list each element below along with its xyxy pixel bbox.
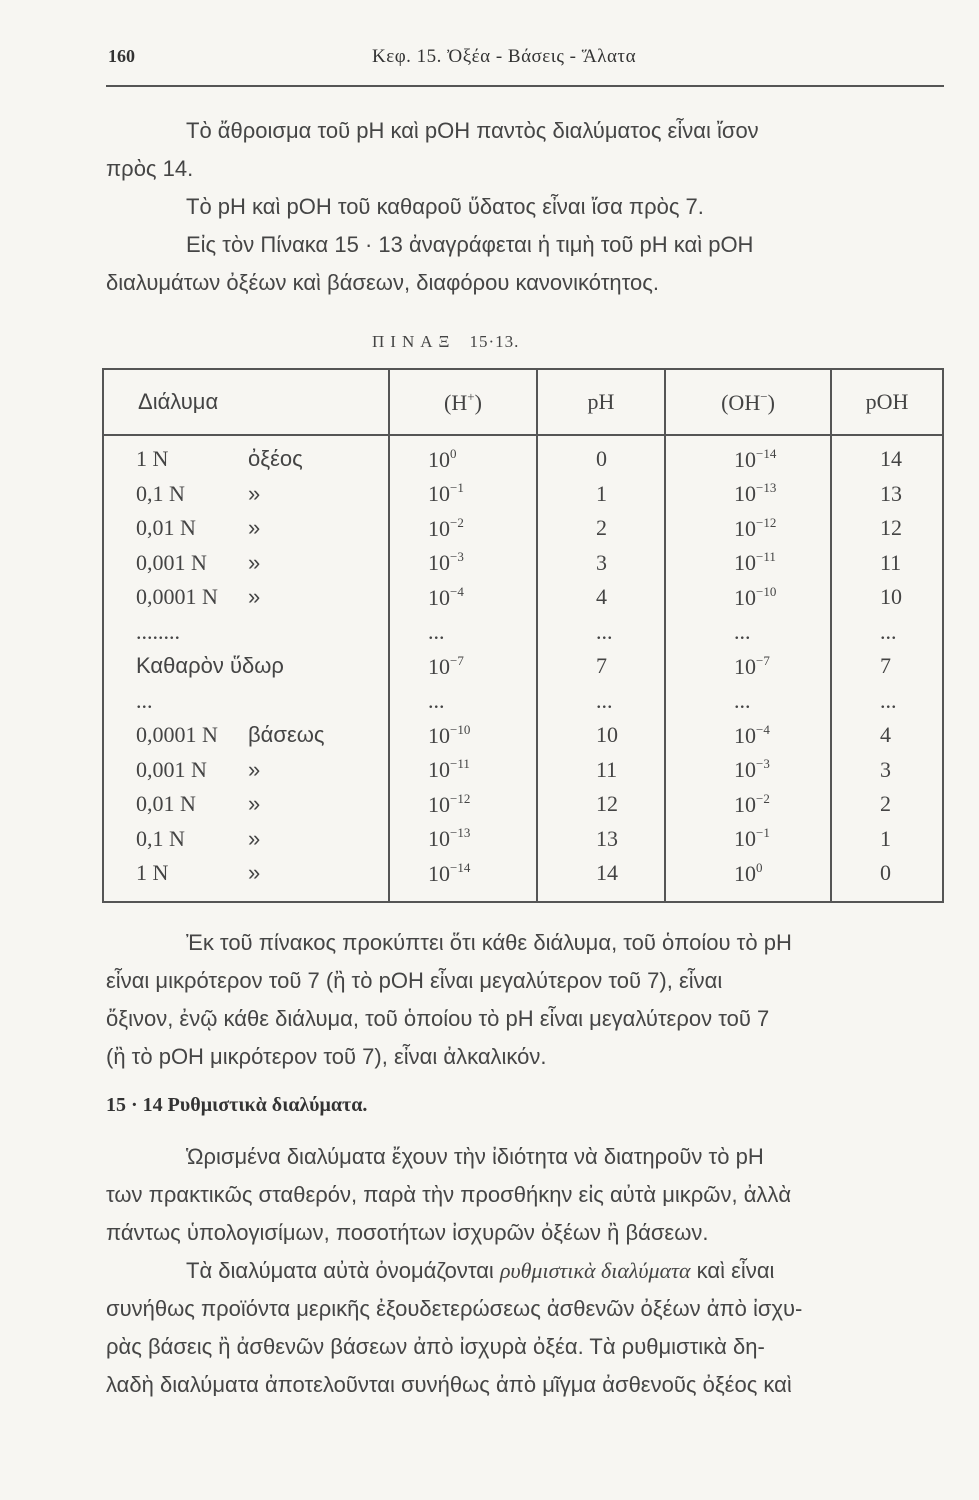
table-row [103, 822, 943, 857]
table-row [103, 684, 943, 719]
buffers-line: καὶ εἶναι [696, 1258, 775, 1283]
cell-h-ion: $10^{-10}$ [389, 718, 537, 753]
cell-solution [103, 477, 389, 512]
cell-ph: 0 [537, 435, 665, 477]
cell-poh: 10 [831, 580, 943, 615]
solution-kind: » [248, 515, 261, 541]
intro-line: Τὸ ἄθροισμα τοῦ pH καὶ pOH παντὸς διαλύματος εἶναι ἴσον [186, 118, 759, 143]
table-row [103, 435, 943, 477]
solution-concentration: Καθαρὸν ὕδωρ [136, 653, 284, 679]
cell-solution [103, 580, 389, 615]
cell-solution [103, 822, 389, 857]
cell-oh-ion: $10^{-1}$ [665, 822, 831, 857]
intro-line: διαλυμάτων ὀξέων καὶ βάσεων, διαφόρου κανονικότητος. [106, 270, 659, 295]
buffers-line: λαδὴ διαλύματα ἀποτελοῦνται συνήθως ἀπὸ μῖγμα ἀσθενοῦς ὀξέος καὶ [106, 1372, 792, 1397]
cell-solution [103, 787, 389, 822]
cell-solution [103, 511, 389, 546]
solution-concentration: ........ [136, 618, 180, 644]
table-title [372, 332, 519, 352]
table-title-word: ΠΙΝΑΞ [372, 332, 456, 351]
solution-kind: » [248, 791, 261, 817]
table-row [103, 718, 943, 753]
cell-ph: 4 [537, 580, 665, 615]
table-row [103, 615, 943, 650]
cell-ph: 1 [537, 477, 665, 512]
cell-solution [103, 615, 389, 650]
buffers-line: Τὰ διαλύματα αὐτὰ ὀνομάζονται [186, 1258, 494, 1283]
table-row [103, 477, 943, 512]
cell-poh: 13 [831, 477, 943, 512]
intro-line: Τὸ pH καὶ pOH τοῦ καθαροῦ ὕδατος εἶναι ἴσα πρὸς 7. [186, 194, 704, 219]
intro-paragraph [106, 112, 944, 302]
header-solution: Διάλυμα [103, 369, 389, 435]
cell-h-ion: $10^0$ [389, 435, 537, 477]
cell-oh-ion: $10^{-3}$ [665, 753, 831, 788]
cell-poh: 4 [831, 718, 943, 753]
running-head: Κεφ. 15. Ὀξέα - Βάσεις - Ἅλατα [372, 46, 637, 67]
cell-ph: ... [537, 684, 665, 719]
cell-h-ion: ... [389, 684, 537, 719]
cell-solution [103, 546, 389, 581]
header-h-ion: (H+) [389, 369, 537, 435]
cell-ph: 2 [537, 511, 665, 546]
table-number: 15·13. [469, 332, 520, 351]
cell-oh-ion: $10^{-4}$ [665, 718, 831, 753]
cell-ph: 12 [537, 787, 665, 822]
intro-line: πρὸς 14. [106, 156, 194, 181]
cell-poh: ... [831, 684, 943, 719]
solution-kind: βάσεως [248, 722, 325, 748]
solution-kind: » [248, 756, 261, 782]
table-body [103, 435, 943, 902]
cell-poh: 3 [831, 753, 943, 788]
solution-kind: » [248, 549, 261, 575]
cell-oh-ion: $10^{-7}$ [665, 649, 831, 684]
cell-poh: ... [831, 615, 943, 650]
solution-concentration: 0,1 N [136, 480, 185, 506]
solution-kind: » [248, 584, 261, 610]
cell-oh-ion: ... [665, 615, 831, 650]
solution-concentration: 0,001 N [136, 756, 207, 782]
solution-kind: » [248, 480, 261, 506]
header-rule [106, 85, 944, 87]
cell-oh-ion: $10^{-13}$ [665, 477, 831, 512]
buffers-line: πάντως ὑπολογισίμων, ποσοτήτων ἰσχυρῶν ὀξέων ἢ βάσεων. [106, 1220, 709, 1245]
cell-h-ion: $10^{-11}$ [389, 753, 537, 788]
cell-oh-ion: $10^{-10}$ [665, 580, 831, 615]
cell-oh-ion: $10^0$ [665, 856, 831, 902]
buffers-term: ρυθμιστικὰ διαλύματα [499, 1258, 691, 1283]
buffers-line: συνήθως προϊόντα μερικῆς ἐξουδετερώσεως ἀσθενῶν ὀξέων ἀπὸ ἰσχυ- [106, 1296, 803, 1321]
cell-ph: 7 [537, 649, 665, 684]
solution-kind: » [248, 860, 261, 886]
cell-oh-ion: $10^{-14}$ [665, 435, 831, 477]
conclusion-line: ὄξινον, ἐνῷ κάθε διάλυμα, τοῦ ὁποίου τὸ pH εἶναι μεγαλύτερον τοῦ 7 [106, 1006, 770, 1031]
table-row [103, 787, 943, 822]
buffers-line: των πρακτικῶς σταθερόν, παρὰ τὴν προσθήκην εἰς αὐτὰ μικρῶν, ἀλλὰ [106, 1182, 792, 1207]
cell-poh: 11 [831, 546, 943, 581]
buffers-line: ρὰς βάσεις ἢ ἀσθενῶν βάσεων ἀπὸ ἰσχυρὰ ὀξέα. Τὰ ρυθμιστικὰ δη- [106, 1334, 765, 1359]
cell-poh: 2 [831, 787, 943, 822]
cell-poh: 7 [831, 649, 943, 684]
cell-h-ion: $10^{-12}$ [389, 787, 537, 822]
table-row [103, 753, 943, 788]
cell-h-ion: $10^{-4}$ [389, 580, 537, 615]
cell-solution [103, 753, 389, 788]
cell-oh-ion: $10^{-2}$ [665, 787, 831, 822]
conclusion-line: εἶναι μικρότερον τοῦ 7 (ἢ τὸ pOH εἶναι μεγαλύτερον τοῦ 7), εἶναι [106, 968, 723, 993]
cell-solution [103, 856, 389, 902]
cell-ph: 14 [537, 856, 665, 902]
cell-ph: 11 [537, 753, 665, 788]
solution-concentration: 0,01 N [136, 515, 196, 541]
cell-h-ion: $10^{-2}$ [389, 511, 537, 546]
cell-poh: 14 [831, 435, 943, 477]
cell-poh: 1 [831, 822, 943, 857]
buffers-paragraph [106, 1138, 944, 1404]
cell-h-ion: $10^{-14}$ [389, 856, 537, 902]
solution-concentration: 1 N [136, 446, 169, 472]
solution-concentration: 0,001 N [136, 549, 207, 575]
solution-concentration: ... [136, 687, 153, 713]
conclusion-line: Ἐκ τοῦ πίνακος προκύπτει ὅτι κάθε διάλυμα, τοῦ ὁποίου τὸ pH [186, 930, 792, 955]
table-row [103, 649, 943, 684]
cell-ph: ... [537, 615, 665, 650]
intro-line: Εἰς τὸν Πίνακα 15 · 13 ἀναγράφεται ἡ τιμὴ τοῦ pH καὶ pOH [186, 232, 754, 257]
buffers-line: Ὡρισμένα διαλύματα ἔχουν τὴν ἰδιότητα νὰ διατηροῦν τὸ pH [186, 1144, 764, 1169]
conclusion-paragraph [106, 924, 944, 1076]
header-poh: pOH [831, 369, 943, 435]
cell-solution [103, 684, 389, 719]
solution-concentration: 0,01 N [136, 791, 196, 817]
cell-h-ion: $10^{-7}$ [389, 649, 537, 684]
table-row [103, 546, 943, 581]
solution-kind: ὀξέος [248, 446, 303, 472]
section-title: 15 · 14 Ρυθμιστικὰ διαλύματα. [106, 1094, 368, 1116]
cell-h-ion: ... [389, 615, 537, 650]
cell-oh-ion: $10^{-12}$ [665, 511, 831, 546]
cell-oh-ion: $10^{-11}$ [665, 546, 831, 581]
cell-h-ion: $10^{-13}$ [389, 822, 537, 857]
solution-kind: » [248, 825, 261, 851]
conclusion-line: (ἢ τὸ pOH μικρότερον τοῦ 7), εἶναι ἀλκαλικόν. [106, 1044, 547, 1069]
cell-ph: 10 [537, 718, 665, 753]
table-row [103, 511, 943, 546]
table-row [103, 580, 943, 615]
solution-concentration: 1 N [136, 860, 169, 886]
solution-concentration: 0,0001 N [136, 722, 218, 748]
cell-ph: 13 [537, 822, 665, 857]
solution-concentration: 0,1 N [136, 825, 185, 851]
table-header-row [103, 369, 943, 435]
cell-ph: 3 [537, 546, 665, 581]
cell-h-ion: $10^{-1}$ [389, 477, 537, 512]
header-oh-ion: (OH−) [665, 369, 831, 435]
solution-concentration: 0,0001 N [136, 584, 218, 610]
cell-poh: 0 [831, 856, 943, 902]
header-ph: pH [537, 369, 665, 435]
cell-solution [103, 435, 389, 477]
cell-solution [103, 649, 389, 684]
cell-poh: 12 [831, 511, 943, 546]
ph-table [102, 368, 944, 903]
cell-oh-ion: ... [665, 684, 831, 719]
table-row [103, 856, 943, 902]
cell-solution [103, 718, 389, 753]
cell-h-ion: $10^{-3}$ [389, 546, 537, 581]
page-number: 160 [108, 46, 135, 66]
